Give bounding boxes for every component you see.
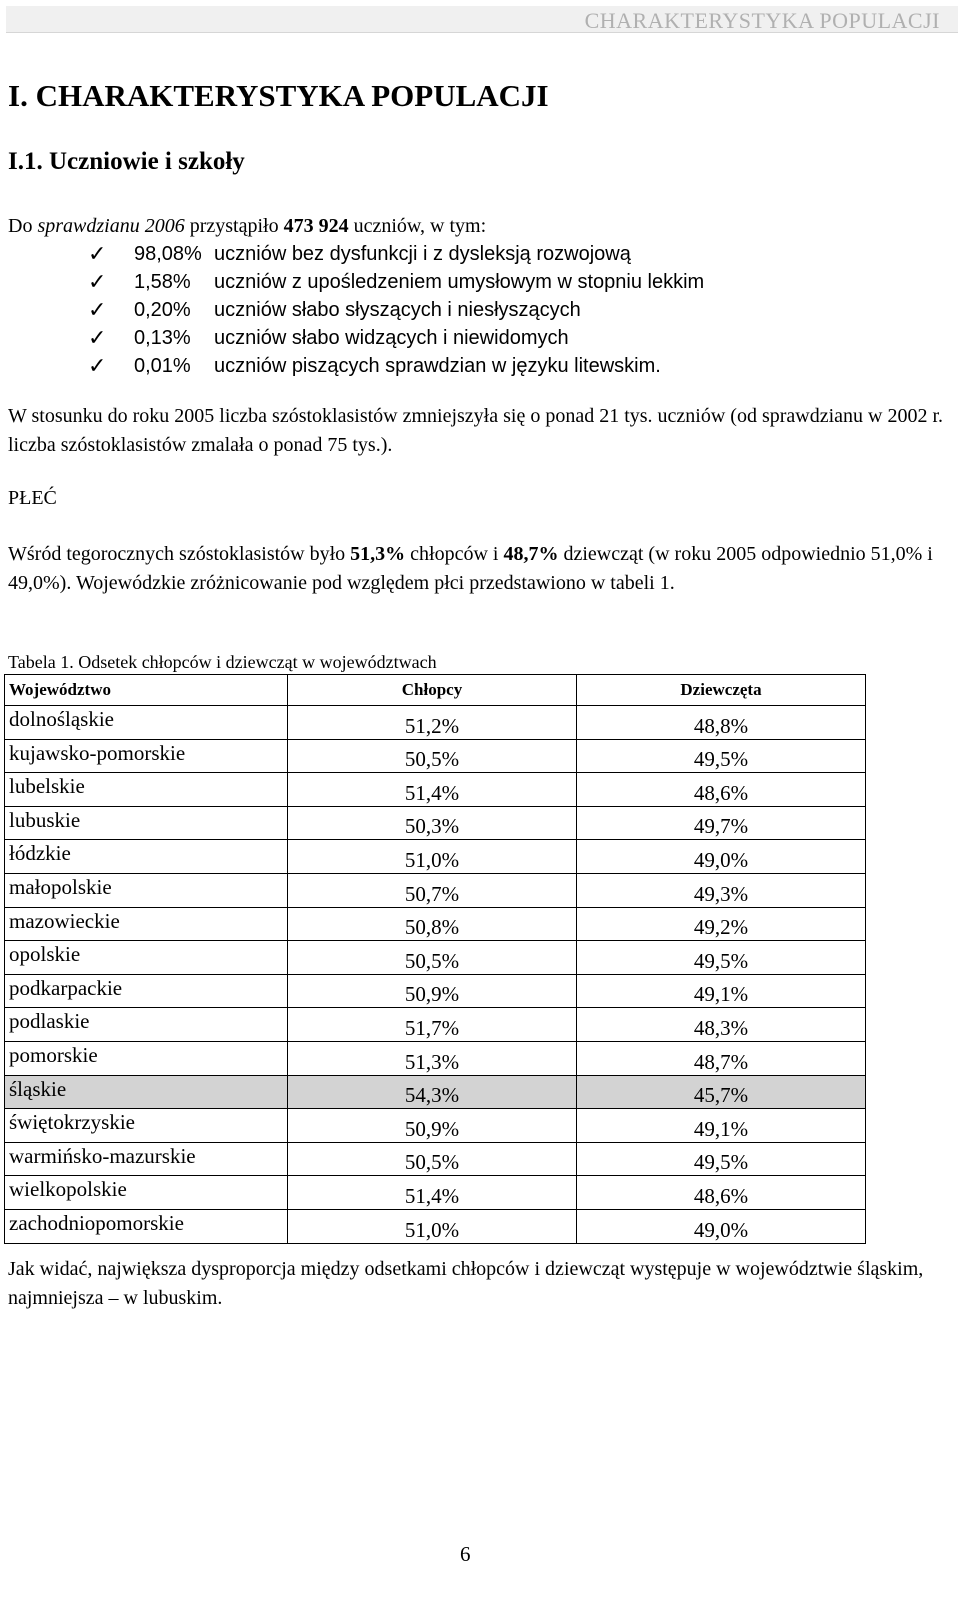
checklist-item — [88, 240, 704, 268]
cell-voivodeship: śląskie — [5, 1075, 288, 1109]
checklist-text: uczniów piszących sprawdzian w języku litewskim. — [214, 355, 661, 377]
cell-girls: 49,1% — [577, 1109, 866, 1143]
table-row — [5, 739, 866, 773]
cell-boys: 51,0% — [288, 1209, 577, 1243]
paragraph-gender — [8, 540, 952, 598]
table-row — [5, 1041, 866, 1075]
intro-before: Do — [8, 215, 38, 237]
check-icon: ✓ — [88, 353, 107, 378]
check-icon: ✓ — [88, 325, 107, 350]
cell-voivodeship: opolskie — [5, 941, 288, 975]
cell-girls: 48,6% — [577, 1176, 866, 1210]
table-row — [5, 1176, 866, 1210]
cell-girls: 48,3% — [577, 1008, 866, 1042]
cell-voivodeship: dolnośląskie — [5, 706, 288, 740]
checklist-pct: 1,58% — [134, 271, 191, 293]
cell-boys: 50,7% — [288, 873, 577, 907]
cell-voivodeship: mazowieckie — [5, 907, 288, 941]
checklist-text: uczniów słabo widzących i niewidomych — [214, 327, 569, 349]
checklist-text: uczniów z upośledzeniem umysłowym w stopniu lekkim — [214, 271, 705, 293]
cell-voivodeship: lubelskie — [5, 773, 288, 807]
intro-count: 473 924 — [283, 215, 349, 237]
cell-voivodeship: pomorskie — [5, 1041, 288, 1075]
cell-boys: 50,5% — [288, 1142, 577, 1176]
checklist-item — [88, 324, 704, 352]
intro-after: uczniów, w tym: — [348, 215, 487, 237]
table-row — [5, 1075, 866, 1109]
cell-voivodeship: małopolskie — [5, 873, 288, 907]
checklist-pct: 0,13% — [134, 327, 191, 349]
checklist-text: uczniów bez dysfunkcji i z dysleksją rozwojową — [214, 243, 631, 265]
checklist-item — [88, 296, 704, 324]
cell-girls: 48,6% — [577, 773, 866, 807]
running-title: CHARAKTERYSTYKA POPULACJI — [584, 8, 940, 33]
table-row — [5, 1142, 866, 1176]
checklist-item — [88, 268, 704, 296]
cell-boys: 54,3% — [288, 1075, 577, 1109]
cell-girls: 49,1% — [577, 974, 866, 1008]
cell-boys: 50,9% — [288, 1109, 577, 1143]
cell-boys: 50,8% — [288, 907, 577, 941]
cell-girls: 48,7% — [577, 1041, 866, 1075]
cell-girls: 49,7% — [577, 806, 866, 840]
cell-girls: 49,5% — [577, 739, 866, 773]
table-row — [5, 706, 866, 740]
table-row — [5, 941, 866, 975]
cell-boys: 50,5% — [288, 941, 577, 975]
para2-text-1: Wśród tegorocznych szóstoklasistów było — [8, 543, 351, 565]
cell-voivodeship: kujawsko-pomorskie — [5, 739, 288, 773]
cell-boys: 51,4% — [288, 773, 577, 807]
subsection-title: I.1. Uczniowie i szkoły — [8, 148, 245, 175]
checklist-item — [88, 352, 704, 380]
checklist-pct: 0,20% — [134, 299, 191, 321]
table-row — [5, 773, 866, 807]
cell-boys: 50,9% — [288, 974, 577, 1008]
table-row — [5, 1008, 866, 1042]
cell-boys: 50,5% — [288, 739, 577, 773]
header-girls: Dziewczęta — [577, 675, 866, 706]
cell-boys: 51,3% — [288, 1041, 577, 1075]
cell-voivodeship: podlaskie — [5, 1008, 288, 1042]
check-icon: ✓ — [88, 297, 107, 322]
table-row — [5, 907, 866, 941]
table-row — [5, 1109, 866, 1143]
cell-girls: 49,0% — [577, 1209, 866, 1243]
cell-girls: 48,8% — [577, 706, 866, 740]
check-icon: ✓ — [88, 241, 107, 266]
cell-boys: 50,3% — [288, 806, 577, 840]
header-boys: Chłopcy — [288, 675, 577, 706]
table-row — [5, 974, 866, 1008]
cell-boys: 51,7% — [288, 1008, 577, 1042]
table-row — [5, 1209, 866, 1243]
page-number: 6 — [460, 1542, 471, 1566]
table-row — [5, 873, 866, 907]
cell-girls: 49,2% — [577, 907, 866, 941]
para2-text-3: dziewcząt (w roku 2005 odpowiednio 51,0% i 49,0%). Wojewódzkie zróżnicowanie pod względem płci przedstawiono w tabeli 1. — [8, 543, 933, 594]
cell-boys: 51,0% — [288, 840, 577, 874]
cell-girls: 45,7% — [577, 1075, 866, 1109]
cell-voivodeship: lubuskie — [5, 806, 288, 840]
cell-girls: 49,5% — [577, 1142, 866, 1176]
checklist — [88, 240, 704, 380]
cell-girls: 49,0% — [577, 840, 866, 874]
table-row — [5, 806, 866, 840]
para2-girls-pct: 48,7% — [503, 543, 559, 565]
page-header — [6, 6, 958, 33]
intro-italic: sprawdzianu 2006 — [37, 215, 185, 237]
table-caption: Tabela 1. Odsetek chłopców i dziewcząt w województwach — [8, 652, 437, 672]
table-row — [5, 840, 866, 874]
cell-voivodeship: podkarpackie — [5, 974, 288, 1008]
checklist-pct: 98,08% — [134, 243, 202, 265]
check-icon: ✓ — [88, 269, 107, 294]
cell-voivodeship: warmińsko-mazurskie — [5, 1142, 288, 1176]
intro-paragraph — [8, 212, 952, 241]
gender-table — [4, 674, 866, 1244]
checklist-text: uczniów słabo słyszących i niesłyszących — [214, 299, 581, 321]
para2-boys-pct: 51,3% — [350, 543, 406, 565]
paragraph-conclusion: Jak widać, największa dysproporcja między odsetkami chłopców i dziewcząt występuje w województwie śląskim, najmniejsza – w lubuskim. — [8, 1258, 924, 1309]
cell-voivodeship: łódzkie — [5, 840, 288, 874]
paragraph-decrease: W stosunku do roku 2005 liczba szóstoklasistów zmniejszyła się o ponad 21 tys. uczniów (od sprawdzianu w 2002 r. liczba szóstoklasistów zmalała o ponad 75 tys.). — [8, 405, 944, 456]
header-voivodeship: Województwo — [5, 675, 288, 706]
gender-heading: PŁEĆ — [8, 487, 57, 509]
cell-girls: 49,3% — [577, 873, 866, 907]
cell-voivodeship: wielkopolskie — [5, 1176, 288, 1210]
section-title: I. CHARAKTERYSTYKA POPULACJI — [8, 78, 549, 113]
table-header-row — [5, 675, 866, 706]
checklist-pct: 0,01% — [134, 355, 191, 377]
cell-girls: 49,5% — [577, 941, 866, 975]
cell-voivodeship: zachodniopomorskie — [5, 1209, 288, 1243]
cell-voivodeship: świętokrzyskie — [5, 1109, 288, 1143]
para2-text-2: chłopców i — [405, 543, 504, 565]
intro-middle: przystąpiło — [184, 215, 284, 237]
cell-boys: 51,2% — [288, 706, 577, 740]
cell-boys: 51,4% — [288, 1176, 577, 1210]
